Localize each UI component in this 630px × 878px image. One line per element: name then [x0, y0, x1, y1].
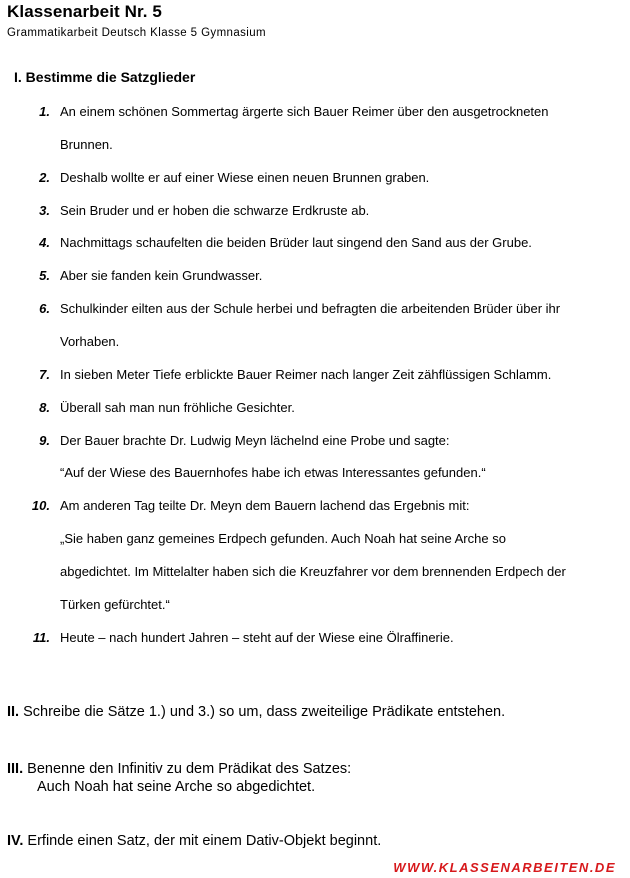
- item-number: 10.: [31, 498, 50, 513]
- item-text: Nachmittags schaufelten die beiden Brüder laut singend den Sand aus der Grube.: [60, 235, 532, 250]
- item-number: 2.: [39, 170, 50, 185]
- item-number: 8.: [39, 400, 50, 415]
- item-text-continued: Vorhaben.: [60, 334, 120, 349]
- item-text: Sein Bruder und er hoben die schwarze Erdkruste ab.: [60, 203, 370, 218]
- item-number: 4.: [39, 235, 50, 250]
- item-text: Schulkinder eilten aus der Schule herbei und befragten die arbeitenden Brüder über ihr: [60, 301, 561, 316]
- task-text: Schreibe die Sätze 1.) und 3.) so um, dass zweiteilige Prädikate entstehen.: [19, 704, 506, 720]
- task-number: III.: [7, 761, 24, 777]
- item-quote: “Auf der Wiese des Bauernhofes habe ich etwas Interessantes gefunden.“: [60, 465, 486, 480]
- item-number: 7.: [39, 367, 50, 382]
- item-text: Überall sah man nun fröhliche Gesichter.: [60, 400, 295, 415]
- item-number: 11.: [32, 630, 50, 645]
- item-quote: „Sie haben ganz gemeines Erdpech gefunden. Auch Noah hat seine Arche so: [60, 531, 506, 546]
- task-number: II.: [7, 704, 20, 720]
- item-number: 6.: [39, 301, 50, 316]
- page-subtitle: Grammatikarbeit Deutsch Klasse 5 Gymnasium: [7, 27, 267, 39]
- item-text: Der Bauer brachte Dr. Ludwig Meyn lächelnd eine Probe und sagte:: [60, 433, 450, 448]
- item-quote: Türken gefürchtet.“: [60, 597, 170, 612]
- item-number: 1.: [39, 104, 50, 119]
- item-number: 9.: [39, 433, 50, 448]
- item-text-continued: Brunnen.: [60, 137, 113, 152]
- item-number: 3.: [39, 203, 50, 218]
- item-text: Heute – nach hundert Jahren – steht auf der Wiese eine Ölraffinerie.: [60, 630, 454, 645]
- section-1-heading: I. Bestimme die Satzglieder: [14, 69, 196, 85]
- item-text: An einem schönen Sommertag ärgerte sich Bauer Reimer über den ausgetrockneten: [60, 104, 549, 119]
- item-number: 5.: [39, 268, 50, 283]
- item-text: Aber sie fanden kein Grundwasser.: [60, 268, 263, 283]
- website-footer-link[interactable]: WWW.KLASSENARBEITEN.DE: [393, 860, 616, 875]
- item-text: In sieben Meter Tiefe erblickte Bauer Reimer nach langer Zeit zähflüssigen Schlamm.: [60, 367, 552, 382]
- item-text: Am anderen Tag teilte Dr. Meyn dem Bauern lachend das Ergebnis mit:: [60, 498, 470, 513]
- task-text: Benenne den Infinitiv zu dem Prädikat des Satzes:: [23, 761, 352, 777]
- item-text: Deshalb wollte er auf einer Wiese einen neuen Brunnen graben.: [60, 170, 430, 185]
- task-3: [7, 760, 351, 778]
- task-4: [7, 832, 381, 850]
- item-quote: abgedichtet. Im Mittelalter haben sich die Kreuzfahrer vor dem brennenden Erdpech der: [60, 564, 566, 579]
- task-number: IV.: [7, 833, 24, 849]
- task-text: Erfinde einen Satz, der mit einem Dativ-Objekt beginnt.: [23, 833, 382, 849]
- page-title: Klassenarbeit Nr. 5: [7, 2, 162, 21]
- task-3-example-sentence: Auch Noah hat seine Arche so abgedichtet.: [37, 779, 316, 795]
- task-2: [7, 703, 505, 721]
